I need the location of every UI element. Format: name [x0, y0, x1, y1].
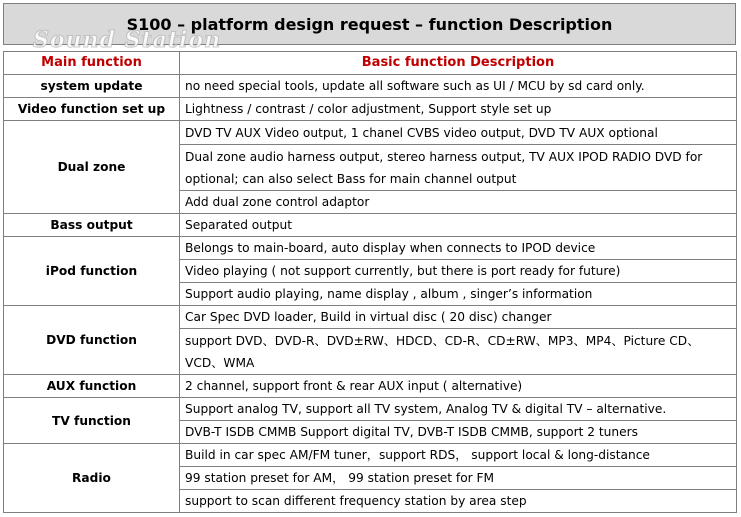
function-description: DVD TV AUX Video output, 1 chanel CVBS video output, DVD TV AUX optional [180, 121, 737, 145]
function-description: Separated output [180, 214, 737, 237]
table-row [4, 375, 737, 398]
table-row [4, 444, 737, 467]
function-description: Dual zone audio harness output, stereo harness output, TV AUX IPOD RADIO DVD for optional; can also select Bass for main channel output [180, 145, 737, 191]
table-row [4, 121, 737, 145]
page-title: S100 – platform design request – function Description [126, 14, 613, 34]
function-description: Belongs to main-board, auto display when connects to IPOD device [180, 237, 737, 260]
function-name: iPod function [4, 237, 180, 306]
table-row [4, 98, 737, 121]
table-row [4, 237, 737, 260]
function-description: support to scan different frequency station by area step [180, 490, 737, 513]
function-name: AUX function [4, 375, 180, 398]
function-description: support DVD、DVD-R、DVD±RW、HDCD、CD-R、CD±RW、MP3、MP4、Picture CD、VCD、WMA [180, 329, 737, 375]
table-row [4, 214, 737, 237]
function-name: Video function set up [4, 98, 180, 121]
function-description: Car Spec DVD loader, Build in virtual disc ( 20 disc) changer [180, 306, 737, 329]
table-header-row [4, 52, 737, 75]
function-description: DVB-T ISDB CMMB Support digital TV, DVB-T ISDB CMMB, support 2 tuners [180, 421, 737, 444]
table-row [4, 306, 737, 329]
watermark-logo: Sound Station [33, 27, 222, 53]
spec-page [3, 3, 738, 514]
function-name: Radio [4, 444, 180, 513]
function-name: system update [4, 75, 180, 98]
function-description: 2 channel, support front & rear AUX input ( alternative) [180, 375, 737, 398]
function-description: Support audio playing, name display , album , singer’s information [180, 283, 737, 306]
header-basic-description: Basic function Description [180, 52, 737, 75]
table-row [4, 398, 737, 421]
function-description: no need special tools, update all software such as UI / MCU by sd card only. [180, 75, 737, 98]
function-name: Bass output [4, 214, 180, 237]
function-description: Lightness / contrast / color adjustment, Support style set up [180, 98, 737, 121]
function-description: 99 station preset for AM， 99 station preset for FM [180, 467, 737, 490]
function-table [3, 51, 737, 513]
function-description: Video playing ( not support currently, but there is port ready for future) [180, 260, 737, 283]
function-description: Add dual zone control adaptor [180, 191, 737, 214]
table-row [4, 75, 737, 98]
header-main-function: Main function [4, 52, 180, 75]
function-description: Build in car spec AM/FM tuner，support RDS， support local & long-distance [180, 444, 737, 467]
function-name: DVD function [4, 306, 180, 375]
function-name: Dual zone [4, 121, 180, 214]
function-name: TV function [4, 398, 180, 444]
function-description: Support analog TV, support all TV system, Analog TV & digital TV – alternative. [180, 398, 737, 421]
